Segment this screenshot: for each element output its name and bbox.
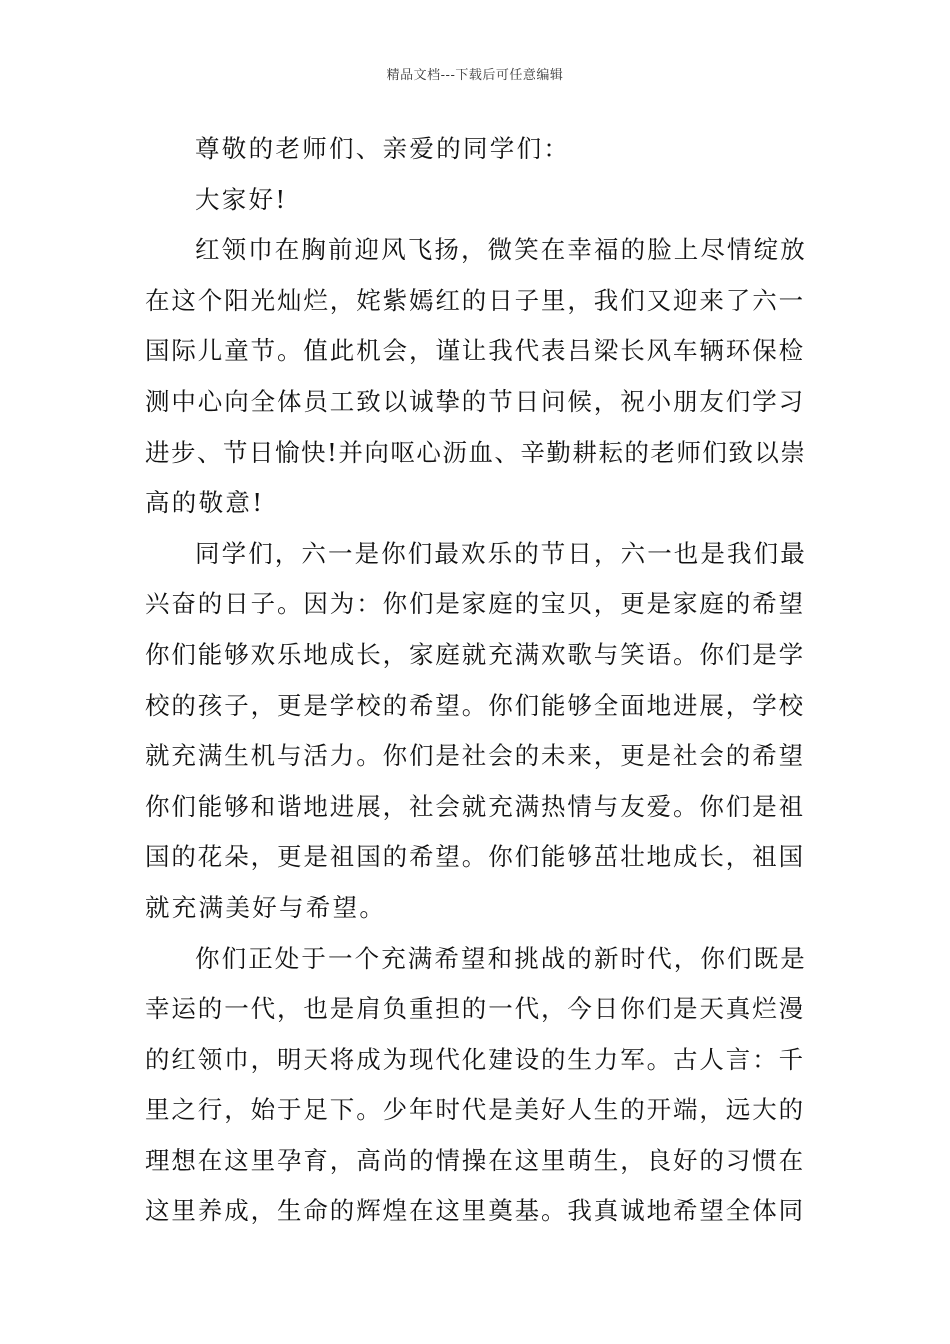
text-line: 的红领巾，明天将成为现代化建设的生力军。古人言：千 <box>145 1044 805 1074</box>
text-line: 高的敬意! <box>145 488 265 518</box>
text-line: 就充满美好与希望。 <box>145 892 387 922</box>
text-line: 校的孩子，更是学校的希望。你们能够全面地进展，学校 <box>145 690 805 720</box>
text-line: 里之行，始于足下。少年时代是美好人生的开端，远大的 <box>145 1095 805 1125</box>
text-line: 幸运的一代，也是肩负重担的一代，今日你们是天真烂漫 <box>145 994 805 1024</box>
text-line: 兴奋的日子。因为：你们是家庭的宝贝，更是家庭的希望 <box>145 589 805 619</box>
document-body <box>145 124 807 1237</box>
paragraph-start-line: 你们正处于一个充满希望和挑战的新时代，你们既是 <box>195 943 807 973</box>
text-line: 测中心向全体员工致以诚挚的节日问候，祝小朋友们学习 <box>145 386 805 416</box>
text-line: 就充满生机与活力。你们是社会的未来，更是社会的希望 <box>145 741 805 771</box>
text-line: 在这个阳光灿烂，姹紫嫣红的日子里，我们又迎来了六一 <box>145 285 805 315</box>
page-header: 精品文档---下载后可任意编辑 <box>386 68 564 83</box>
text-line: 你们能够欢乐地成长，家庭就充满欢歌与笑语。你们是学 <box>145 639 805 669</box>
text-line: 进步、节日愉快!并向呕心沥血、辛勤耕耘的老师们致以崇 <box>145 437 807 467</box>
text-line: 理想在这里孕育，高尚的情操在这里萌生，良好的习惯在 <box>145 1145 805 1175</box>
paragraph-start-line: 同学们，六一是你们最欢乐的节日，六一也是我们最 <box>195 538 807 568</box>
paragraph-start-line: 大家好! <box>195 184 288 214</box>
text-line: 这里养成，生命的辉煌在这里奠基。我真诚地希望全体同 <box>145 1196 805 1226</box>
text-line: 国际儿童节。值此机会，谨让我代表吕梁长风车辆环保检 <box>145 336 805 366</box>
text-line: 国的花朵，更是祖国的希望。你们能够茁壮地成长，祖国 <box>145 842 805 872</box>
paragraph-start-line: 红领巾在胸前迎风飞扬，微笑在幸福的脸上尽情绽放 <box>195 235 807 265</box>
text-line: 你们能够和谐地进展，社会就充满热情与友爱。你们是祖 <box>145 791 805 821</box>
paragraph-start-line: 尊敬的老师们、亲爱的同学们： <box>195 134 571 163</box>
